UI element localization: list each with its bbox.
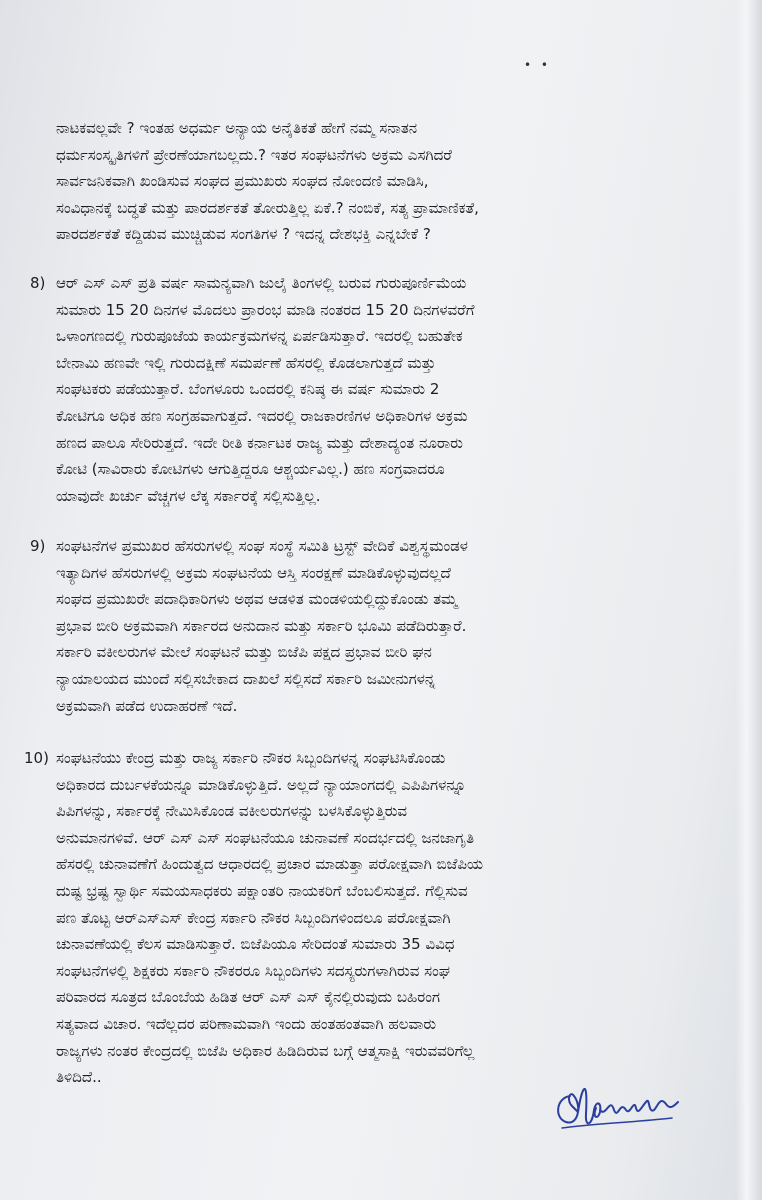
intro-paragraph [56, 115, 726, 248]
text-line: ಕೋಟಿಗೂ ಅಧಿಕ ಹಣ ಸಂಗ್ರಹವಾಗುತ್ತದೆ. ಇದರಲ್ಲಿ ರಾಜಕಾರಣಿಗಳ ಅಧಿಕಾರಿಗಳ ಅಕ್ರಮ [56, 406, 468, 425]
text-line: ಸತ್ಯವಾದ ವಿಚಾರ. ಇದೆಲ್ಲದರ ಪರಿಣಾಮವಾಗಿ ಇಂದು ಹಂತಹಂತವಾಗಿ ಹಲವಾರು [56, 1014, 437, 1033]
section-number: 8) [30, 274, 46, 292]
text-line: ಯಾವುದೇ ಖರ್ಚು ವೆಚ್ಚಗಳ ಲೆಕ್ಕ ಸರ್ಕಾರಕ್ಕೆ ಸಲ್ಲಿಸುತ್ತಿಲ್ಲ. [56, 486, 321, 505]
text-line: ಆರ್ ಎಸ್ ಎಸ್ ಪ್ರತಿ ವರ್ಷ ಸಾಮನ್ಯವಾಗಿ ಜುಲೈ ತಿಂಗಳಲ್ಲಿ ಬರುವ ಗುರುಪೂರ್ಣಿಮೆಯ [56, 274, 467, 292]
section-number: 9) [30, 537, 46, 555]
text-line: ದುಷ್ಟ ಭ್ರಷ್ಟ ಸ್ವಾರ್ಥಿ ಸಮಯಸಾಧಕರು ಪಕ್ಷಾಂತರಿ ನಾಯಕರಿಗೆ ಬೆಂಬಲಿಸುತ್ತದೆ. ಗೆಲ್ಲಿಸುವ [56, 881, 468, 900]
top-mark: • • [524, 58, 551, 72]
text-line: ಸರ್ಕಾರಿ ವಕೀಲರುಗಳ ಮೇಲೆ ಸಂಘಟನೆ ಮತ್ತು ಬಿಜೆಪಿ ಪಕ್ಷದ ಪ್ರಭಾವ ಬೀರಿ ಘನ [56, 643, 432, 662]
page-edge [736, 0, 762, 1200]
text-line: ಪ್ರಭಾವ ಬೀರಿ ಅಕ್ರಮವಾಗಿ ಸರ್ಕಾರದ ಅನುದಾನ ಮತ್ತು ಸರ್ಕಾರಿ ಭೂಮಿ ಪಡೆದಿರುತ್ತಾರೆ. [56, 616, 467, 635]
text-line: ಚುನಾವಣೆಯಲ್ಲಿ ಕೆಲಸ ಮಾಡಿಸುತ್ತಾರೆ. ಬಿಜೆಪಿಯೂ ಸೇರಿದಂತೆ ಸುಮಾರು 35 ವಿವಿಧ [56, 935, 455, 954]
text-line: ಪಿಪಿಗಳನ್ನು, ಸರ್ಕಾರಕ್ಕೆ ನೇಮಿಸಿಕೊಂಡ ವಕೀಲರುಗಳನ್ನು ಬಳಸಿಕೊಳ್ಳುತ್ತಿರುವ [56, 802, 408, 821]
text-line: ಕೋಟಿ (ಸಾವಿರಾರು ಕೋಟಿಗಳು ಆಗುತ್ತಿದ್ದರೂ ಆಶ್ಚರ್ಯವಿಲ್ಲ.) ಹಣ ಸಂಗ್ರವಾದರೂ [56, 460, 445, 479]
text-line: ತಿಳಿದಿದೆ.. [56, 1068, 102, 1087]
section-10-paragraph [56, 745, 726, 1091]
text-line: ಒಳಾಂಗಣದಲ್ಲಿ ಗುರುಪೂಜೆಯ ಕಾರ್ಯಕ್ರಮಗಳನ್ನ ಏರ್ಪಡಿಸುತ್ತಾರೆ. ಇದರಲ್ಲಿ ಬಹುತೇಕ [56, 327, 463, 346]
text-line: ಸಂಘಟಕರು ಪಡೆಯುತ್ತಾರೆ. ಬೆಂಗಳೂರು ಒಂದರಲ್ಲಿ ಕನಿಷ್ಠ ಈ ವರ್ಷ ಸುಮಾರು 2 [56, 380, 440, 399]
text-line: ಅನುಮಾನಗಳಿವೆ. ಆರ್ ಎಸ್ ಎಸ್ ಸಂಘಟನೆಯೂ ಚುನಾವಣೆ ಸಂದರ್ಭದಲ್ಲಿ ಜನಜಾಗೃತಿ [56, 828, 475, 847]
text-line: ಸಾರ್ವಜನಿಕವಾಗಿ ಖಂಡಿಸುವ ಸಂಘದ ಪ್ರಮುಖರು ಸಂಘದ ನೋಂದಣಿ ಮಾಡಿಸಿ, [56, 172, 429, 191]
text-line: ಸಂಘಟನೆಯು ಕೇಂದ್ರ ಮತ್ತು ರಾಜ್ಯ ಸರ್ಕಾರಿ ನೌಕರ ಸಿಬ್ಬಂದಿಗಳನ್ನ ಸಂಘಟಿಸಿಕೊಂಡು [56, 749, 446, 767]
section-number: 10) [24, 749, 49, 767]
text-line: ಪರಿವಾರದ ಸೂತ್ರದ ಬೊಂಬೆಯ ಹಿಡಿತ ಆರ್ ಎಸ್ ಎಸ್ ಕೈನಲ್ಲಿರುವುದು ಬಹಿರಂಗ [56, 988, 440, 1007]
text-line: ಹೆಸರಲ್ಲಿ ಚುನಾವಣೆಗೆ ಹಿಂದುತ್ವದ ಆಧಾರದಲ್ಲಿ ಪ್ರಚಾರ ಮಾಡುತ್ತಾ ಪರೋಕ್ಷವಾಗಿ ಬಿಜೆಪಿಯ [56, 855, 484, 874]
text-line: ನಾಟಕವಲ್ಲವೇ ? ಇಂತಹ ಅಧರ್ಮ ಅನ್ಯಾಯ ಅನೈತಿಕತೆ ಹೇಗೆ ನಮ್ಮ ಸನಾತನ [56, 119, 418, 137]
text-line: ಸಂಘದ ಪ್ರಮುಖರೇ ಪದಾಧಿಕಾರಿಗಳು ಅಥವ ಆಡಳಿತ ಮಂಡಳಿಯಲ್ಲಿದ್ದುಕೊಂಡು ತಮ್ಮ [56, 590, 458, 609]
text-line: ಧರ್ಮಸಂಸ್ಕೃತಿಗಳಿಗೆ ಪ್ರೇರಣೆಯಾಗಬಲ್ಲದು.? ಇತರ ಸಂಘಟನೆಗಳು ಅಕ್ರಮ ಎಸಗಿದರೆ [56, 145, 452, 164]
signature [548, 1066, 688, 1136]
text-line: ಅಧಿಕಾರದ ದುರ್ಬಳಕೆಯನ್ನೂ ಮಾಡಿಕೊಳ್ಳುತ್ತಿದೆ. ಅಲ್ಲದೆ ನ್ಯಾಯಾಂಗದಲ್ಲಿ ಎಪಿಪಿಗಳನ್ನೂ [56, 775, 467, 794]
text-line: ಸಂಘಟನೆಗಳಲ್ಲಿ ಶಿಕ್ಷಕರು ಸರ್ಕಾರಿ ನೌಕರರೂ ಸಿಬ್ಬಂದಿಗಳು ಸದಸ್ಯರುಗಳಾಗಿರುವ ಸಂಘ [56, 961, 450, 980]
text-line: ಸುಮಾರು 15 20 ದಿನಗಳ ಮೊದಲು ಪ್ರಾರಂಭ ಮಾಡಿ ನಂತರದ 15 20 ದಿನಗಳವರೆಗೆ [56, 300, 475, 319]
text-line: ಇತ್ಯಾದಿಗಳ ಹೆಸರುಗಳಲ್ಲಿ ಅಕ್ರಮ ಸಂಘಟನೆಯ ಆಸ್ತಿ ಸಂರಕ್ಷಣೆ ಮಾಡಿಕೊಳ್ಳುವುದಲ್ಲದೆ [56, 563, 451, 582]
text-line: ಪಣ ತೊಟ್ಟ ಆರ್‌ಎಸ್‌ಎಸ್ ಕೇಂದ್ರ ಸರ್ಕಾರಿ ನೌಕರ ಸಿಬ್ಬಂದಿಗಳಿಂದಲೂ ಪರೋಕ್ಷವಾಗಿ [56, 908, 451, 927]
text-line: ರಾಜ್ಯಗಳು ನಂತರ ಕೇಂದ್ರದಲ್ಲಿ ಬಿಜೆಪಿ ಅಧಿಕಾರ ಹಿಡಿದಿರುವ ಬಗ್ಗೆ ಆತ್ಮಸಾಕ್ಷಿ ಇರುವವರಿಗೆಲ್ಲ [56, 1041, 475, 1060]
text-line: ಸಂಘಟನೆಗಳ ಪ್ರಮುಖರ ಹೆಸರುಗಳಲ್ಲಿ ಸಂಘ ಸಂಸ್ಥೆ ಸಮಿತಿ ಟ್ರಸ್ಟ್ ವೇದಿಕೆ ವಿಶ್ವಸ್ಥಮಂಡಳ [56, 537, 468, 555]
section-8-paragraph [56, 270, 726, 509]
text-line: ಪಾರದರ್ಶಕತೆ ಕದ್ದಿಡುವ ಮುಚ್ಚಿಡುವ ಸಂಗತಿಗಳ ? ಇದನ್ನ ದೇಶಭಕ್ತಿ ಎನ್ನಬೇಕೆ ? [56, 225, 431, 244]
text-line: ಅಕ್ರಮವಾಗಿ ಪಡೆದ ಉದಾಹರಣೆ ಇದೆ. [56, 696, 238, 715]
text-line: ಸಂವಿಧಾನಕ್ಕೆ ಬದ್ಧತೆ ಮತ್ತು ಪಾರದರ್ಶಕತೆ ತೋರುತ್ತಿಲ್ಲ ಏಕೆ.? ನಂಬಿಕೆ, ಸತ್ಯ ಪ್ರಾಮಾಣಿಕತೆ, [56, 198, 479, 217]
text-line: ನ್ಯಾಯಾಲಯದ ಮುಂದೆ ಸಲ್ಲಿಸಬೇಕಾದ ದಾಖಲೆ ಸಲ್ಲಿಸದೆ ಸರ್ಕಾರಿ ಜಮೀನುಗಳನ್ನ [56, 669, 436, 688]
text-line: ಹಣದ ಪಾಲೂ ಸೇರಿರುತ್ತದೆ. ಇದೇ ರೀತಿ ಕರ್ನಾಟಕ ರಾಜ್ಯ ಮತ್ತು ದೇಶಾದ್ಯಂತ ನೂರಾರು [56, 433, 463, 452]
section-9-paragraph [56, 533, 726, 719]
text-line: ಬೇನಾಮಿ ಹಣವೇ ಇಲ್ಲಿ ಗುರುದಕ್ಷಿಣೆ ಸಮರ್ಪಣೆ ಹೆಸರಲ್ಲಿ ಕೊಡಲಾಗುತ್ತದೆ ಮತ್ತು [56, 353, 436, 372]
